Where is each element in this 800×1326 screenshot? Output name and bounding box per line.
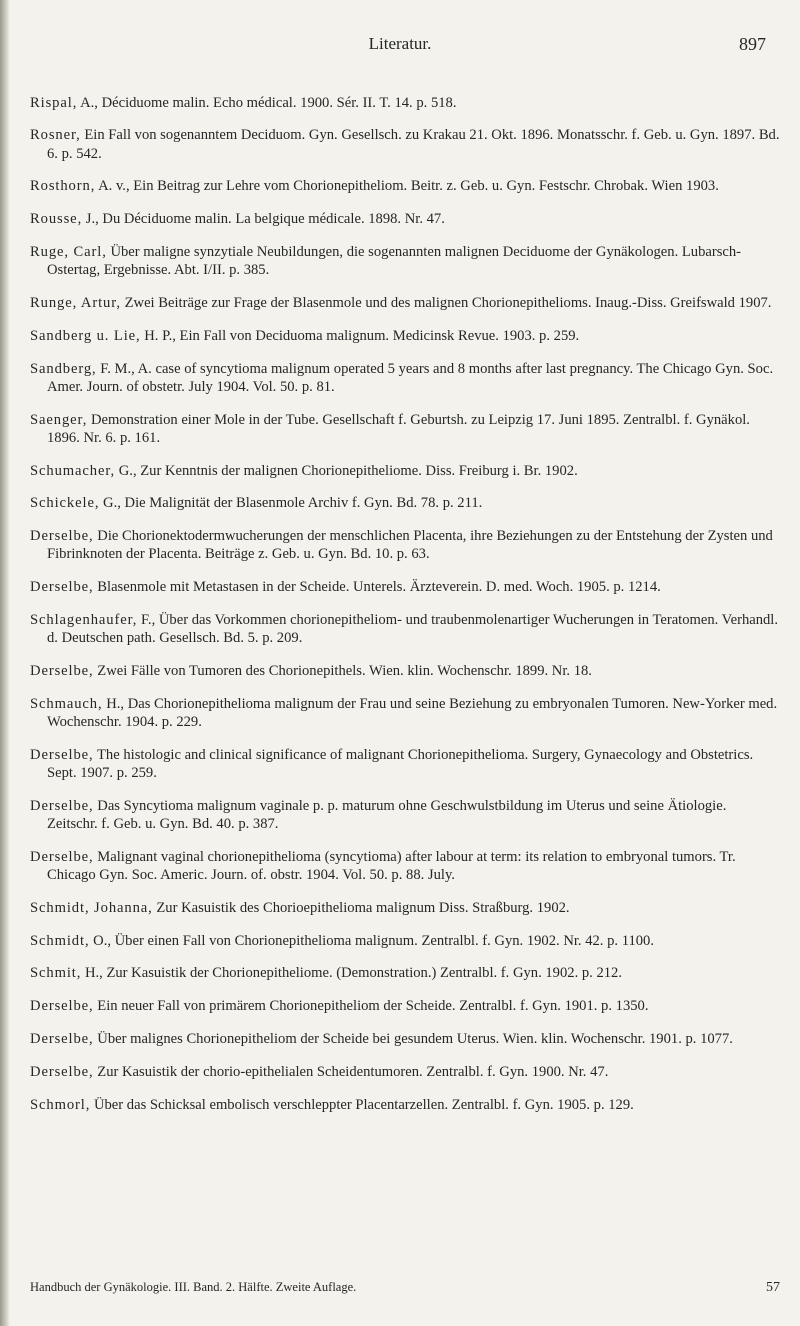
- entry-author: Schmit,: [30, 965, 82, 982]
- entry-text: J., Du Déciduome malin. La belgique médicale. 1898. Nr. 47.: [85, 211, 445, 228]
- entry-text: Ein neuer Fall von primärem Chorionepitheliom der Scheide. Zentralbl. f. Gyn. 1901. p. 1350.: [97, 998, 649, 1015]
- bibliography-entry: [30, 848, 780, 884]
- entry-text: H., Zur Kasuistik der Chorionepitheliome. (Demonstration.) Zentralbl. f. Gyn. 1902. p. 212.: [84, 965, 623, 982]
- running-title: Literatur.: [368, 34, 432, 53]
- entry-text: Das Syncytioma malignum vaginale p. p. maturum ohne Geschwulstbildung im Uterus und seine Ätiologie. Zeitschr. f. Geb. u. Gyn. Bd. 40. p. 387.: [47, 797, 727, 832]
- entry-text: H., Das Chorionepithelioma malignum der Frau und seine Beziehung zu embryonalen Tumoren. New-Yorker med. Wochenschr. 1904. p. 229.: [47, 695, 778, 730]
- entry-text: Zur Kasuistik der chorio-epithelialen Scheidentumoren. Zentralbl. f. Gyn. 1900. Nr. 47.: [97, 1063, 609, 1080]
- footer-source: Handbuch der Gynäkologie. III. Band. 2. Hälfte. Zweite Auflage.: [30, 1280, 357, 1294]
- entry-text: Malignant vaginal chorionepithelioma (syncytioma) after labour at term: its relation to embryonal tumors. Tr. Chicago Gyn. Soc. Americ. Journ. of. obstr. 1904. Vol. 50. p. 88. July.: [47, 848, 736, 883]
- page-header: [0, 34, 800, 56]
- bibliography-entry: [30, 662, 780, 680]
- bibliography-entry: [30, 695, 780, 731]
- entry-author: Schlagenhaufer,: [30, 611, 138, 628]
- entry-author: Derselbe,: [30, 579, 94, 596]
- entry-author: Schmidt,: [30, 932, 90, 949]
- entry-text: Demonstration einer Mole in der Tube. Gesellschaft f. Geburtsh. zu Leipzig 17. Juni 1895. Zentralbl. f. Gynäkol. 1896. Nr. 6. p. 161.: [47, 411, 750, 446]
- entry-author: Derselbe,: [30, 1030, 94, 1047]
- entry-author: Derselbe,: [30, 528, 94, 545]
- bibliography-entry: [30, 611, 780, 647]
- bibliography-entry: [30, 997, 780, 1015]
- bibliography-entry: [30, 1030, 780, 1048]
- entry-author: Ruge, Carl,: [30, 243, 107, 260]
- entry-author: Rosthorn,: [30, 178, 96, 195]
- entry-text: Die Chorionektodermwucherungen der menschlichen Placenta, ihre Beziehungen zu der Entstehung der Zysten und Fibrinknoten der Placenta. Beiträge z. Geb. u. Gyn. Bd. 10. p. 63.: [47, 528, 773, 563]
- bibliography-entry: [30, 294, 780, 312]
- entry-text: Über maligne synzytiale Neubildungen, die sogenannten malignen Deciduome der Gynäkologen. Lubarsch-Ostertag, Ergebnisse. Abt. I/II. p. 385.: [47, 243, 742, 279]
- entry-text: A. v., Ein Beitrag zur Lehre vom Chorionepitheliom. Beitr. z. Geb. u. Gyn. Festschr. Chrobak. Wien 1903.: [98, 178, 719, 195]
- bibliography-entry: [30, 899, 780, 917]
- entry-text: O., Über einen Fall von Chorionepithelioma malignum. Zentralbl. f. Gyn. 1902. Nr. 42. p. 1100.: [93, 932, 654, 949]
- entry-text: F., Über das Vorkommen chorionepitheliom- und traubenmolenartiger Wucherungen in Teratomen. Verhandl. d. Deutschen path. Gesellsch. Bd. 5. p. 209.: [47, 611, 779, 647]
- entry-author: Schumacher,: [30, 462, 116, 479]
- entry-text: Über malignes Chorionepitheliom der Scheide bei gesundem Uterus. Wien. klin. Wochenschr. 1901. p. 1077.: [97, 1030, 733, 1047]
- entry-author: Sandberg u. Lie,: [30, 327, 141, 344]
- entry-text: F. M., A. case of syncytioma malignum operated 5 years and 8 months after last pregnancy. The Chicago Gyn. Soc. Amer. Journ. of obstetr. July 1904. Vol. 50. p. 81.: [47, 360, 774, 395]
- entry-author: Rousse,: [30, 211, 83, 228]
- bibliography-entry: [30, 462, 780, 480]
- entry-text: A., Déciduome malin. Echo médical. 1900. Sér. II. T. 14. p. 518.: [80, 94, 457, 111]
- bibliography-entry: [30, 94, 780, 112]
- entry-text: Zwei Fälle von Tumoren des Chorionepithels. Wien. klin. Wochenschr. 1899. Nr. 18.: [97, 662, 592, 679]
- bibliography-entry: [30, 177, 780, 195]
- entry-text: G., Die Malignität der Blasenmole Archiv f. Gyn. Bd. 78. p. 211.: [103, 495, 483, 512]
- bibliography-entry: [30, 578, 780, 596]
- entry-author: Schmorl,: [30, 1096, 91, 1113]
- entry-author: Derselbe,: [30, 1063, 94, 1080]
- bibliography-entry: [30, 527, 780, 563]
- entry-text: Zwei Beiträge zur Frage der Blasenmole und des malignen Chorionepithelioms. Inaug.-Diss. Greifswald 1907.: [124, 294, 772, 311]
- entry-author: Derselbe,: [30, 797, 94, 814]
- bibliography-entry: [30, 327, 780, 345]
- entry-text: Ein Fall von sogenanntem Deciduom. Gyn. Gesellsch. zu Krakau 21. Okt. 1896. Monatsschr. f. Geb. u. Gyn. 1897. Bd. 6. p. 542.: [47, 127, 780, 162]
- entry-text: The histologic and clinical significance of malignant Chorionepithelioma. Surgery, Gynaecology and Obstetrics. Sept. 1907. p. 259.: [47, 746, 754, 781]
- entry-text: H. P., Ein Fall von Deciduoma malignum. Medicinsk Revue. 1903. p. 259.: [144, 327, 580, 344]
- bibliography-entry: [30, 932, 780, 950]
- bibliography-entry: [30, 797, 780, 833]
- entry-author: Schmauch,: [30, 695, 103, 712]
- entry-author: Rosner,: [30, 127, 81, 144]
- entry-author: Derselbe,: [30, 848, 94, 865]
- entry-author: Saenger,: [30, 411, 88, 428]
- entry-text: Blasenmole mit Metastasen in der Scheide. Unterels. Ärzteverein. D. med. Woch. 1905. p. 1214.: [97, 579, 661, 596]
- bibliography-entry: [30, 126, 780, 162]
- entry-author: Rispal,: [30, 94, 78, 111]
- bibliography-entry: [30, 243, 780, 279]
- bibliography-entry: [30, 411, 780, 447]
- entry-author: Derselbe,: [30, 662, 94, 679]
- bibliography-entry: [30, 1096, 780, 1114]
- bibliography-entry: [30, 1063, 780, 1081]
- entry-author: Sandberg,: [30, 360, 97, 377]
- entry-text: Über das Schicksal embolisch verschleppter Placentarzellen. Zentralbl. f. Gyn. 1905. p. 129.: [93, 1096, 634, 1113]
- entry-author: Runge, Artur,: [30, 294, 121, 311]
- page-number: 897: [739, 34, 766, 54]
- entry-author: Derselbe,: [30, 998, 94, 1015]
- entry-author: Schickele,: [30, 495, 100, 512]
- bibliography-entry: [30, 746, 780, 782]
- bibliography-entry: [30, 494, 780, 512]
- entry-author: Derselbe,: [30, 746, 94, 763]
- page-footer: [30, 1280, 780, 1295]
- entry-text: Zur Kasuistik des Chorioepithelioma malignum Diss. Straßburg. 1902.: [156, 899, 570, 916]
- entry-author: Schmidt, Johanna,: [30, 899, 153, 916]
- bibliography-list: [30, 79, 780, 1118]
- entry-text: G., Zur Kenntnis der malignen Chorionepitheliome. Diss. Freiburg i. Br. 1902.: [118, 462, 578, 479]
- bibliography-entry: [30, 360, 780, 396]
- bibliography-entry: [30, 964, 780, 982]
- bibliography-entry: [30, 210, 780, 228]
- signature-mark: 57: [766, 1280, 780, 1295]
